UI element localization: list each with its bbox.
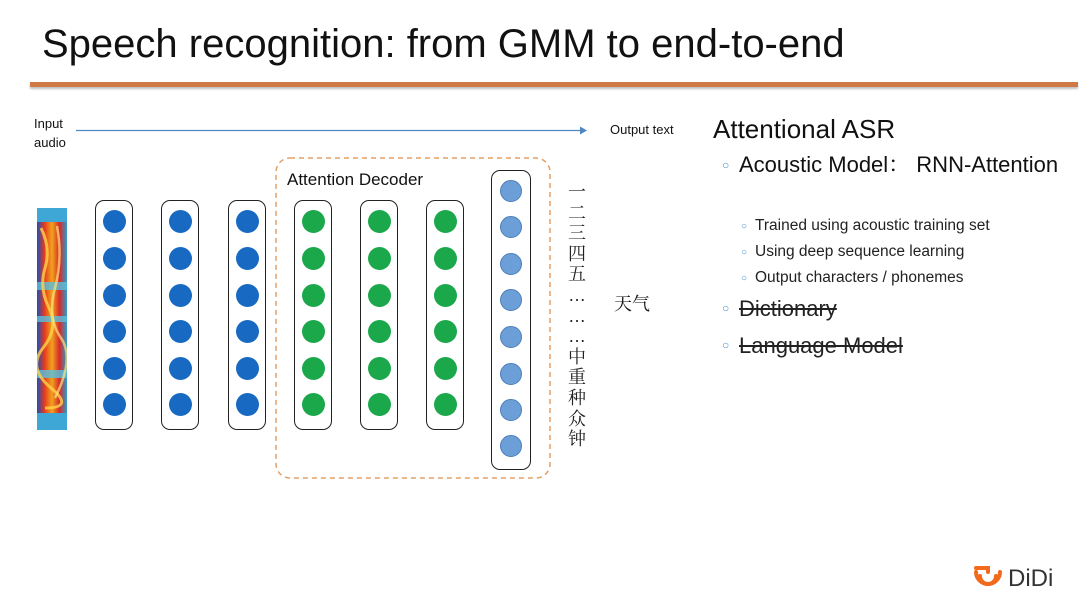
decoder-layer-3 [426, 200, 464, 430]
bullet-circle-icon: ○ [722, 301, 730, 315]
output-node [500, 435, 522, 457]
input-to-output-arrow [74, 124, 590, 138]
decoder-node [434, 320, 457, 343]
decoder-layer-2 [360, 200, 398, 430]
struck-item-language-model: Language Model [739, 333, 903, 358]
sub-item-deep-learning: Using deep sequence learning [755, 243, 965, 260]
notes-heading: Attentional ASR [713, 114, 896, 144]
acoustic-model-item: Acoustic Model： RNN-Attention [739, 152, 1059, 177]
encoder-node [103, 247, 126, 270]
struck-item-dictionary: Dictionary [739, 296, 837, 321]
bullet-circle-icon: ○ [741, 273, 748, 284]
encoder-layer-2 [161, 200, 199, 430]
encoder-node [103, 284, 126, 307]
encoder-node [236, 393, 259, 416]
decoder-node [434, 210, 457, 233]
vocab-char: 一 [568, 182, 586, 202]
output-word: 天气 [614, 294, 650, 314]
bullet-circle-icon: ○ [741, 247, 748, 258]
sub-item-output-chars: Output characters / phonemes [755, 269, 964, 286]
decoder-node [434, 357, 457, 380]
output-node [500, 253, 522, 275]
decoder-node [368, 357, 391, 380]
encoder-layer-1 [95, 200, 133, 430]
output-node [500, 399, 522, 421]
encoder-node [236, 210, 259, 233]
spectrogram-image [37, 208, 67, 430]
encoder-node [169, 320, 192, 343]
output-vocabulary [564, 182, 590, 450]
vocab-char: 种 [568, 387, 586, 408]
vocab-char: 四 [568, 243, 586, 264]
output-text-label: Output text [610, 122, 674, 137]
output-node [500, 326, 522, 348]
encoder-node [169, 393, 192, 416]
decoder-layer-1 [294, 200, 332, 430]
decoder-node [302, 357, 325, 380]
bullet-circle-icon: ○ [722, 158, 730, 172]
bullet-circle-icon: ○ [741, 221, 748, 232]
decoder-node [368, 393, 391, 416]
vocab-ellipsis: … [568, 284, 586, 305]
title-divider [30, 82, 1078, 87]
output-node [500, 363, 522, 385]
encoder-node [236, 320, 259, 343]
vocab-char: 众 [568, 408, 586, 429]
vocab-char: 重 [568, 367, 586, 388]
encoder-node [169, 357, 192, 380]
encoder-node [169, 247, 192, 270]
bullet-circle-icon: ○ [722, 338, 730, 352]
encoder-node [236, 284, 259, 307]
vocab-ellipsis: … [568, 305, 586, 326]
decoder-node [302, 247, 325, 270]
decoder-node [302, 284, 325, 307]
vocab-char: 中 [568, 346, 586, 367]
encoder-layer-3 [228, 200, 266, 430]
decoder-node [368, 284, 391, 307]
brand-name: DiDi [1008, 565, 1054, 592]
decoder-node [434, 247, 457, 270]
output-node [500, 289, 522, 311]
output-node [500, 216, 522, 238]
encoder-node [103, 320, 126, 343]
decoder-node [302, 393, 325, 416]
decoder-node [434, 393, 457, 416]
vocab-char: 钟 [568, 429, 586, 450]
decoder-node [368, 247, 391, 270]
decoder-node [302, 210, 325, 233]
attention-decoder-label: Attention Decoder [287, 170, 424, 189]
vocab-char: 五 [568, 264, 586, 285]
decoder-node [434, 284, 457, 307]
decoder-node [302, 320, 325, 343]
encoder-node [169, 210, 192, 233]
vocab-char: 三 [568, 223, 586, 244]
encoder-node [103, 210, 126, 233]
vocab-char: 二 [568, 202, 586, 223]
decoder-node [368, 320, 391, 343]
vocab-ellipsis: … [568, 326, 586, 347]
decoder-node [368, 210, 391, 233]
output-node [500, 180, 522, 202]
input-audio-label: Input audio [34, 116, 66, 150]
output-layer [491, 170, 531, 470]
didi-logo-icon [972, 564, 1004, 594]
encoder-node [169, 284, 192, 307]
slide-title: Speech recognition: from GMM to end-to-end [42, 22, 845, 66]
encoder-node [103, 393, 126, 416]
encoder-node [103, 357, 126, 380]
encoder-node [236, 357, 259, 380]
encoder-node [236, 247, 259, 270]
sub-item-training-set: Trained using acoustic training set [755, 217, 990, 234]
